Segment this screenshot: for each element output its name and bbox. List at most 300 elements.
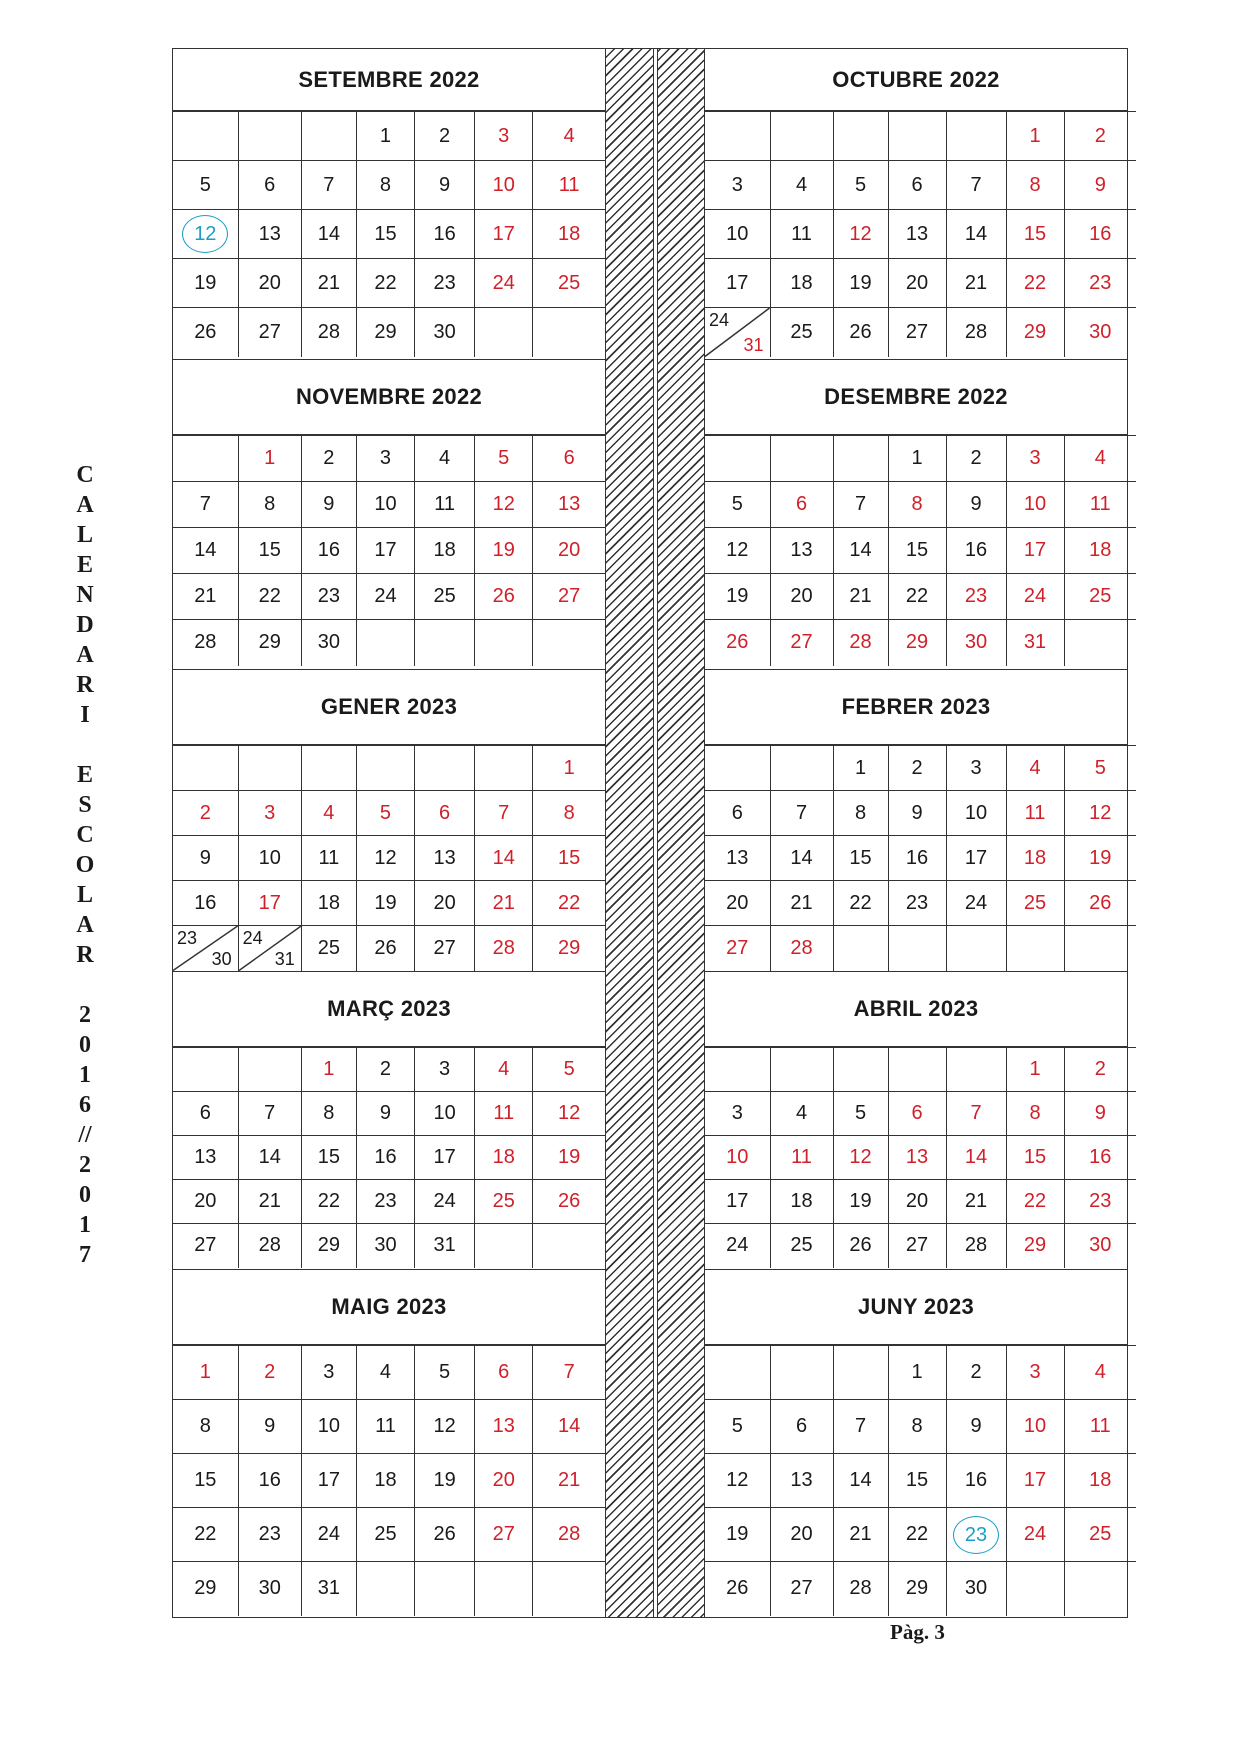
day-number: 2 [199,801,211,824]
week-row [173,746,605,791]
day-cell: 14 [770,836,833,881]
day-number: 5 [379,801,392,824]
vertical-title-char [60,730,110,760]
day-cell: 10 [705,210,770,259]
day-cell: 6 [888,161,946,210]
day-number: 10 [492,173,515,196]
split-day-first: 24 [709,310,730,330]
week-row [173,210,605,259]
holiday-day-cell [1064,210,1136,259]
day-number: 25 [492,1190,515,1212]
day-number: 4 [1029,756,1041,779]
day-cell: 13 [888,210,946,259]
month-febrer [705,669,1127,971]
day-number: 1 [1029,124,1041,147]
calendar-column-right [705,49,1127,1617]
vertical-title-char: L [76,882,93,908]
day-number: 4 [563,124,575,147]
day-cell: 8 [833,791,888,836]
day-cell: 12 [705,528,770,574]
day-cell: 1 [833,746,888,791]
day-number: 4 [1094,447,1106,469]
day-cell: 5 [173,161,238,210]
day-cell: 21 [238,1180,301,1224]
holiday-day-cell [1006,436,1064,482]
day-cell: 2 [356,1048,414,1092]
day-number: 20 [492,1469,515,1491]
holiday-day-cell [238,436,301,482]
day-cell: 28 [301,308,356,357]
day-cell: 22 [173,1508,238,1562]
vertical-title-char: A [76,912,94,938]
day-cell: 8 [238,482,301,528]
vertical-title-char: 1 [79,1062,91,1088]
day-cell: 2 [946,1346,1006,1400]
empty-day-cell [475,308,533,357]
empty-day-cell [533,308,605,357]
day-cell: 23 [415,259,475,308]
day-cell: 27 [238,308,301,357]
holiday-day-cell [946,574,1006,620]
day-cell: 24 [356,574,414,620]
day-cell: 13 [705,836,770,881]
hatch-center-line [653,49,658,1617]
day-cell: 24 [946,881,1006,926]
holiday-day-cell [533,161,605,210]
day-cell: 21 [770,881,833,926]
vertical-title [60,460,110,1270]
day-cell: 26 [356,926,414,971]
week-row [705,528,1136,574]
day-cell: 5 [705,482,770,528]
day-cell: 28 [238,1224,301,1268]
day-cell: 17 [356,528,414,574]
day-number: 11 [493,1102,515,1124]
day-number: 28 [849,631,872,654]
holiday-day-cell [475,836,533,881]
holiday-day-cell [833,620,888,666]
empty-day-cell [533,620,605,666]
day-cell: 14 [301,210,356,259]
day-cell: 3 [705,1092,770,1136]
day-cell: 4 [770,161,833,210]
holiday-day-cell [1006,161,1064,210]
holiday-day-cell [1064,881,1136,926]
day-cell: 15 [356,210,414,259]
day-cell: 22 [301,1180,356,1224]
day-number: 12 [849,222,872,245]
holiday-day-cell [1064,1136,1136,1180]
day-cell: 7 [238,1092,301,1136]
day-cell: 25 [770,308,833,357]
day-cell: 13 [415,836,475,881]
holiday-day-cell [1064,1400,1136,1454]
week-row [705,620,1136,666]
holiday-day-cell [1064,1092,1136,1136]
empty-day-cell [770,1346,833,1400]
holiday-day-cell [533,836,605,881]
hatched-divider [605,49,705,1617]
holiday-day-cell [1006,1454,1064,1508]
day-cell: 30 [946,1562,1006,1616]
day-number: 17 [1023,1469,1047,1491]
holiday-day-cell [475,259,533,308]
week-row [705,1136,1136,1180]
day-cell: 10 [946,791,1006,836]
month-gener [173,669,605,971]
day-number: 14 [492,846,515,869]
holiday-day-cell [1006,482,1064,528]
week-row [173,1400,605,1454]
empty-day-cell [833,1048,888,1092]
day-cell: 31 [301,1562,356,1616]
day-number: 1 [1029,1058,1041,1080]
day-cell: 20 [770,1508,833,1562]
week-row [173,620,605,666]
day-number: 20 [558,539,581,561]
day-cell: 2 [888,746,946,791]
day-cell: 19 [705,574,770,620]
vertical-title-char: 2 [79,1002,91,1028]
holiday-day-cell [1006,881,1064,926]
day-cell: 21 [833,1508,888,1562]
day-cell: 4 [356,1346,414,1400]
day-number: 2 [1094,124,1106,147]
day-number: 11 [1089,493,1111,515]
day-cell: 17 [301,1454,356,1508]
empty-day-cell [770,746,833,791]
month-title: NOVEMBRE 2022 [173,359,605,435]
day-cell: 13 [173,1136,238,1180]
day-cell: 19 [705,1508,770,1562]
empty-day-cell [1064,620,1136,666]
month-grid [705,111,1136,357]
week-row [705,112,1136,161]
holiday-day-cell [475,1136,533,1180]
day-cell: 11 [415,482,475,528]
vertical-title-char: C [76,462,94,488]
day-number: 3 [498,124,510,147]
month-title: ABRIL 2023 [705,971,1127,1047]
holiday-day-cell [1006,836,1064,881]
empty-day-cell [356,620,414,666]
week-row [173,1180,605,1224]
day-number: 9 [1094,173,1106,196]
month-grid [173,745,605,971]
month-grid [705,745,1136,971]
holiday-day-cell [356,791,414,836]
day-cell: 29 [356,308,414,357]
day-number: 13 [492,1415,515,1437]
holiday-day-cell [533,482,605,528]
day-cell: 30 [301,620,356,666]
empty-day-cell [705,436,770,482]
empty-day-cell [1064,1562,1136,1616]
holiday-day-cell [1006,791,1064,836]
holiday-day-cell [705,1136,770,1180]
day-number: 1 [264,447,276,469]
day-number: 12 [492,493,515,515]
day-number: 24 [1023,585,1047,607]
week-row [705,746,1136,791]
day-number: 7 [970,1102,982,1124]
day-cell: 6 [238,161,301,210]
split-day-first: 23 [177,928,198,948]
day-cell: 25 [356,1508,414,1562]
day-cell: 6 [770,1400,833,1454]
day-cell: 6 [173,1092,238,1136]
day-number: 16 [1089,1146,1112,1168]
day-cell: 7 [833,1400,888,1454]
empty-day-cell [173,436,238,482]
circled-day-cell [173,210,238,259]
empty-day-cell [173,746,238,791]
day-cell: 27 [888,1224,946,1268]
holiday-day-cell [533,1092,605,1136]
holiday-day-cell [533,1048,605,1092]
month-juny [705,1269,1127,1619]
week-row [705,1454,1136,1508]
week-row [173,1508,605,1562]
day-cell: 22 [833,881,888,926]
month-title: JUNY 2023 [705,1269,1127,1345]
day-cell: 9 [173,836,238,881]
holiday-day-cell [888,1136,946,1180]
day-cell: 25 [301,926,356,971]
holiday-day-cell [1064,1508,1136,1562]
day-cell: 31 [415,1224,475,1268]
week-row [705,210,1136,259]
day-cell: 16 [173,881,238,926]
day-cell: 28 [173,620,238,666]
week-row [705,836,1136,881]
vertical-title-char: 0 [79,1182,91,1208]
week-row [705,161,1136,210]
empty-day-cell [1006,926,1064,971]
empty-day-cell [533,1562,605,1616]
week-row [173,1136,605,1180]
day-cell: 16 [415,210,475,259]
vertical-title-char: N [76,582,94,608]
empty-day-cell [833,112,888,161]
day-number: 30 [1089,320,1112,343]
circled-day-number: 12 [182,215,228,253]
week-row [705,926,1136,971]
day-cell: 23 [301,574,356,620]
day-cell: 18 [415,528,475,574]
holiday-day-cell [533,528,605,574]
day-cell: 28 [946,308,1006,357]
holiday-day-cell [533,881,605,926]
week-row [705,308,1136,357]
day-cell: 6 [705,791,770,836]
split-day-cell [173,926,238,971]
day-number: 6 [795,493,808,515]
holiday-day-cell [770,620,833,666]
holiday-day-cell [475,791,533,836]
day-cell: 15 [238,528,301,574]
day-number: 3 [264,801,276,824]
holiday-day-cell [475,161,533,210]
day-cell: 21 [173,574,238,620]
day-number: 10 [726,1146,749,1168]
day-number: 26 [558,1190,581,1212]
holiday-day-cell [770,1136,833,1180]
day-number: 6 [911,1102,923,1124]
day-cell: 21 [946,259,1006,308]
holiday-day-cell [475,574,533,620]
day-number: 28 [790,936,813,959]
holiday-day-cell [173,791,238,836]
vertical-title-char: 0 [79,1032,91,1058]
month-setembre [173,49,605,359]
day-cell: 20 [888,1180,946,1224]
holiday-day-cell [833,1136,888,1180]
holiday-day-cell [833,210,888,259]
holiday-day-cell [1006,210,1064,259]
month-grid [173,111,605,357]
holiday-day-cell [1064,791,1136,836]
day-cell: 16 [888,836,946,881]
day-number: 11 [791,1146,812,1168]
week-row [705,1092,1136,1136]
day-number: 9 [1094,1102,1106,1124]
day-cell: 19 [833,259,888,308]
day-cell: 15 [301,1136,356,1180]
day-number: 25 [558,271,581,294]
holiday-day-cell [238,881,301,926]
vertical-title-char: C [76,822,94,848]
week-row [705,436,1136,482]
empty-day-cell [888,1048,946,1092]
day-number: 8 [1029,173,1041,196]
day-cell: 13 [238,210,301,259]
split-day-second: 31 [274,948,295,969]
day-number: 28 [492,936,515,959]
holiday-day-cell [1006,1400,1064,1454]
vertical-title-char [60,970,110,1000]
circled-day-cell [946,1508,1006,1562]
holiday-day-cell [1006,112,1064,161]
day-cell: 14 [833,1454,888,1508]
day-number: 15 [558,846,581,869]
week-row [705,1180,1136,1224]
vertical-title-char: L [76,522,93,548]
holiday-day-cell [946,620,1006,666]
week-row [173,482,605,528]
day-cell: 30 [415,308,475,357]
day-cell: 12 [705,1454,770,1508]
day-cell: 13 [770,1454,833,1508]
holiday-day-cell [1064,161,1136,210]
holiday-day-cell [475,482,533,528]
day-cell: 14 [833,528,888,574]
empty-day-cell [833,1346,888,1400]
holiday-day-cell [415,791,475,836]
holiday-day-cell [1006,1180,1064,1224]
empty-day-cell [946,926,1006,971]
day-cell: 5 [833,161,888,210]
week-row [705,482,1136,528]
holiday-day-cell [533,574,605,620]
holiday-day-cell [1064,1180,1136,1224]
empty-day-cell [415,620,475,666]
holiday-day-cell [1064,1224,1136,1268]
week-row [705,574,1136,620]
day-cell: 22 [238,574,301,620]
day-number: 29 [558,936,581,959]
holiday-day-cell [1064,112,1136,161]
day-number: 18 [558,222,581,245]
empty-day-cell [238,112,301,161]
week-row [705,1562,1136,1616]
day-cell: 10 [415,1092,475,1136]
day-number: 11 [1089,1415,1111,1437]
day-number: 13 [905,1146,929,1168]
month-octubre [705,49,1127,359]
week-row [173,1092,605,1136]
day-number: 14 [964,1146,988,1168]
holiday-day-cell [1064,1048,1136,1092]
vertical-title-char: E [76,762,93,788]
holiday-day-cell [533,1180,605,1224]
month-title: MAIG 2023 [173,1269,605,1345]
day-number: 27 [492,1523,515,1545]
day-cell: 19 [415,1454,475,1508]
day-number: 24 [492,271,515,294]
holiday-day-cell [533,1346,605,1400]
day-cell: 10 [356,482,414,528]
holiday-day-cell [301,791,356,836]
day-cell: 17 [705,1180,770,1224]
week-row [173,881,605,926]
day-cell: 21 [833,574,888,620]
vertical-title-char: A [76,492,94,518]
holiday-day-cell [1006,1092,1064,1136]
day-cell: 2 [301,436,356,482]
day-number: 11 [558,173,580,196]
day-cell: 30 [238,1562,301,1616]
holiday-day-cell [533,791,605,836]
day-number: 12 [849,1146,872,1168]
week-row [705,791,1136,836]
day-cell: 20 [705,881,770,926]
holiday-day-cell [533,746,605,791]
day-cell: 23 [356,1180,414,1224]
day-cell: 27 [173,1224,238,1268]
holiday-day-cell [533,112,605,161]
holiday-day-cell [705,620,770,666]
holiday-day-cell [1006,308,1064,357]
day-number: 25 [1089,585,1112,607]
day-number: 8 [563,801,575,824]
month-marc [173,971,605,1269]
week-row [173,436,605,482]
holiday-day-cell [946,1092,1006,1136]
empty-day-cell [238,1048,301,1092]
vertical-title-char: A [76,642,94,668]
day-number: 13 [558,493,581,515]
week-row [705,1508,1136,1562]
empty-day-cell [356,746,414,791]
day-number: 8 [911,493,923,515]
vertical-title-char: I [80,702,90,728]
holiday-day-cell [1006,1224,1064,1268]
week-row [173,308,605,357]
vertical-title-char: R [76,672,94,698]
day-number: 22 [1023,271,1047,294]
day-cell: 15 [173,1454,238,1508]
